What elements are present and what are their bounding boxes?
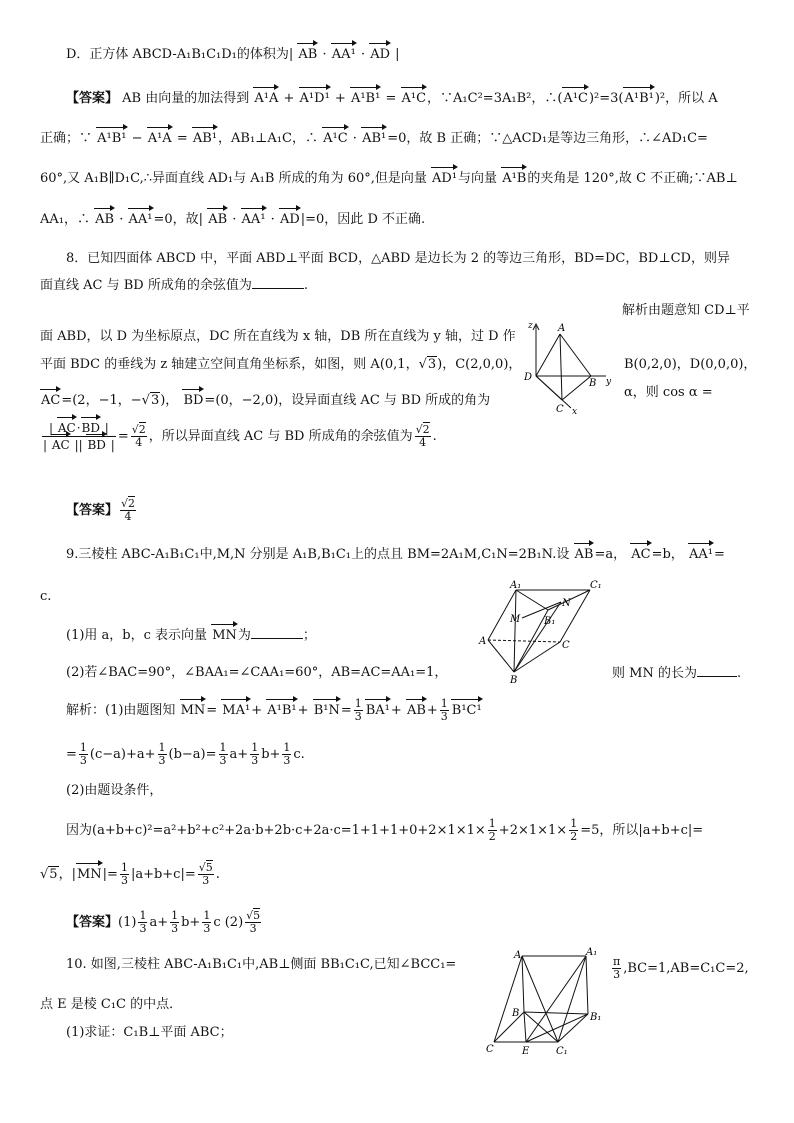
q9-solution-line3: (2)由题设条件， <box>66 783 163 798</box>
fig-label-n: N <box>562 598 571 609</box>
fig-label-c: C <box>562 640 570 651</box>
fig-label-d: D <box>524 372 533 383</box>
q9-solution-line5: √5，|MN|= $\frac{1}{3}$ |a+b+c|= $\frac{√5}{3}$ . <box>40 861 220 887</box>
answer-blank <box>251 626 303 639</box>
q9-stem-line2: c. <box>40 589 52 604</box>
q10-stem-line1-right: $\frac{\pi}{3}$ ,BC=1,AB=C₁C=2, <box>613 955 749 981</box>
fig-label-c: C <box>486 1044 494 1055</box>
fig-label-c1: C₁ <box>556 1046 568 1056</box>
q9-solution-line4: 因为(a+b+c)²=a²+b²+c²+2a·b+2b·c+2a·c=1+1+1+0+2×1×1× $\frac{1}{2}$ +2×1×1× $\frac{1}{2}$ =5，所以|a+b+c|= <box>66 817 704 843</box>
q7-answer-line3: 60°,又 A₁B∥D₁C,∴异面直线 AD₁与 A₁B 所成的角为 60°,但是向量 AD¹与向量 A¹B的夹角是 120°,故 C 不正确;∵AB⊥ <box>40 171 738 186</box>
q8-stem-line2: 面直线 AC 与 BD 所成角的余弦值为 . <box>40 278 308 293</box>
fig-label-z: z <box>528 321 533 331</box>
vector-ad: AD <box>370 47 391 62</box>
fig-label-b1: B₁ <box>590 1012 602 1023</box>
q8-solution-line2: 平面 BDC 的垂线为 z 轴建立空间直角坐标系，如图，则 A(0,1，√3)，C(2,0,0)， <box>40 357 522 372</box>
fig-label-b: B <box>589 378 597 389</box>
fig-label-a1: A₁ <box>510 580 522 591</box>
q10-stem-line2: 点 E 是棱 C₁C 的中点． <box>40 997 183 1012</box>
option-d: D．正方体 ABCD-A₁B₁C₁D₁的体积为| AB · AA¹ · AD | <box>66 47 400 62</box>
fig-label-e: E <box>522 1046 530 1056</box>
fig-label-b1: B₁ <box>544 616 556 627</box>
answer-blank <box>697 664 737 677</box>
q10-part1: (1)求证：C₁B⊥平面 ABC； <box>66 1025 233 1040</box>
q7-answer-line4: AA₁，∴ AB · AA¹=0，故| AB · AA¹ · AD|=0，因此 D 不正确. <box>40 212 426 227</box>
q9-solution-line1: 解析：(1)由题图知 MN= MA¹+ A¹B¹+ B¹N= $\frac{1}{3}$ BA¹+ AB+ $\frac{1}{3}$ B¹C¹ <box>66 697 482 723</box>
answer-blank <box>252 276 304 289</box>
q10-stem-line1: 10. 如图,三棱柱 ABC-A₁B₁C₁中,AB⊥侧面 BB₁C₁C,已知∠BCC₁= <box>66 957 457 972</box>
q8-solution-line3-right: α，则 cos α = <box>624 385 713 400</box>
q9-stem-line1: 9.三棱柱 ABC-A₁B₁C₁中,M,N 分别是 A₁B,B₁C₁上的点且 BM=2A₁M,C₁N=2B₁N.设 AB=a， AC=b， AA¹= <box>66 547 725 562</box>
fig-label-c1: C₁ <box>590 580 602 591</box>
q10-prism-figure <box>484 946 604 1056</box>
q9-part2: (2)若∠BAC=90°，∠BAA₁=∠CAA₁=60°，AB=AC=AA₁=1， <box>66 665 448 680</box>
vector-aa1: AA¹ <box>331 47 356 62</box>
q8-solution-head: 解析由题意知 CD⊥平 <box>622 303 750 318</box>
q8-tetrahedron-figure <box>516 316 616 416</box>
fig-label-b: B <box>510 675 518 685</box>
q7-answer-line2: 正确；∵ A¹B¹ − A¹A = AB¹，AB₁⊥A₁C，∴ A¹C · AB¹=0，故 B 正确；∵△ACD₁是等边三角形，∴∠AD₁C= <box>40 131 708 146</box>
vector-ab: AB <box>298 47 318 62</box>
q9-answer: 【答案】(1) $\frac{1}{3}$ a+ $\frac{1}{3}$ b+ $\frac{1}{3}$ c (2) $\frac{√5}{3}$ <box>66 909 261 935</box>
q8-answer: 【答案】 $\frac{√2}{4}$ <box>66 497 136 523</box>
fig-label-a1: A₁ <box>586 947 598 958</box>
fig-label-a: A <box>558 323 566 334</box>
q8-solution-line3: AC=(2，−1，−√3)， BD=(0，−2,0)，设异面直线 AC 与 BD 所成的角为 <box>41 393 491 408</box>
q8-solution-line4: $\frac{| AC\cdot BD |}{| AC || BD |}$ = $\frac{√2}{4}$ ，所以异面直线 AC 与 BD 所成角的余弦值为 $\frac{√2}{4}$ . <box>43 421 437 452</box>
q9-part2-right: 则 MN 的长为 . <box>612 666 742 681</box>
q9-solution-line2: = $\frac{1}{3}$ (c−a)+a+ $\frac{1}{3}$ (b−a)= $\frac{1}{3}$ a+ $\frac{1}{3}$ b+ $\frac{1}{3}$ c. <box>66 741 305 767</box>
fig-label-y: y <box>606 377 612 387</box>
q9-prism-figure <box>478 580 608 685</box>
fig-label-b: B <box>512 1008 520 1019</box>
fig-label-x: x <box>572 407 578 416</box>
q7-answer-line1: 【答案】 AB 由向量的加法得到 A¹A + A¹D¹ + A¹B¹ = A¹C，∵A₁C²=3A₁B²，∴(A¹C)²=3(A¹B¹)²，所以 A <box>66 91 718 106</box>
q8-solution-line2-right: B(0,2,0)，D(0,0,0)， <box>624 357 757 372</box>
fig-label-m: M <box>510 614 521 625</box>
q8-stem-line1: 8．已知四面体 ABCD 中，平面 ABD⊥平面 BCD，△ABD 是边长为 2 的等边三角形，BD=DC，BD⊥CD，则异 <box>66 251 730 266</box>
fig-label-a: A <box>514 950 522 961</box>
fig-label-c: C <box>556 404 564 415</box>
q8-solution-line1: 面 ABD，以 D 为坐标原点，DC 所在直线为 x 轴，DB 所在直线为 y 轴，过 D 作 <box>40 329 516 344</box>
q9-part1: (1)用 a，b，c 表示向量 MN为 ； <box>66 628 316 643</box>
fig-label-a: A <box>479 636 487 647</box>
